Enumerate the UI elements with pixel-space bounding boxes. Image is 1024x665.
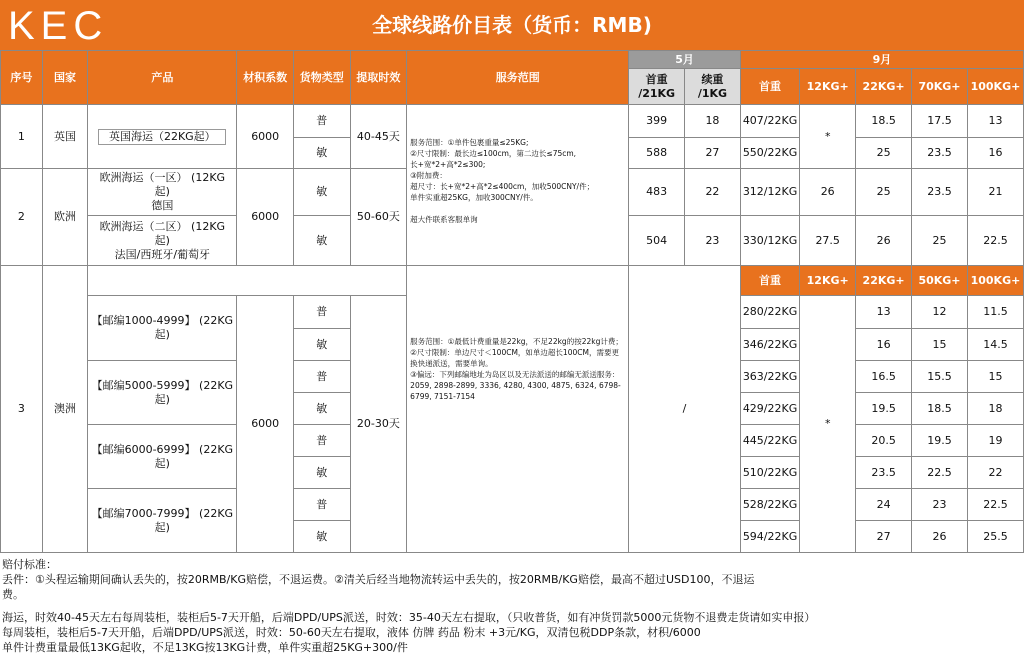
uk-12kg: * [800,105,856,169]
svc-line: ②尺寸限制：最长边≤100cm，第二边长≤75cm, [410,149,577,158]
au-blank-top [88,266,407,296]
svc-line: 长+宽*2+高*2≤300; [410,160,486,169]
eu-country: 欧洲 [42,169,88,266]
col-12kg: 12KG+ [800,69,856,105]
footer-line [2,602,1022,610]
eu-volume: 6000 [237,169,294,266]
footer-line: 赔付标准： [2,558,57,571]
au-50kg: 15 [912,329,968,361]
au-cargo: 普 [294,296,351,329]
uk-70kg-1: 17.5 [912,105,968,138]
au-50kg: 19.5 [912,425,968,457]
col-no: 序号 [1,51,43,105]
uk-product [88,105,237,169]
au-product-1: 【邮编1000-4999】 (22KG起) [88,296,237,361]
eu-cargo-2: 敏 [294,216,351,266]
au-50kg: 22.5 [912,457,968,489]
eu-product-1 [88,169,237,216]
uk-22kg-2: 25 [856,138,912,169]
footer-notes [2,557,1022,655]
au-100kg: 11.5 [967,296,1023,329]
col-may: 5月 [629,51,741,69]
eu-product-1-a: 欧洲海运（一区） (12KG 起) [99,171,226,198]
col-volume: 材积系数 [237,51,294,105]
au-22kg: 24 [856,489,912,521]
eu-22kg-1: 25 [856,169,912,216]
col-cargo: 货物类型 [294,51,351,105]
eu-product-2-b: 法国/西班牙/葡萄牙 [114,247,211,261]
au-no: 3 [1,266,43,553]
footer-line: 海运，时效40-45天左右每周装柜，装柜后5-7天开船，后端DPD/UPS派送，时效：35-40天左右提取，（只收普货，如有冲货罚款5000元货物不退费走货请如实申报） [2,611,816,624]
table-row [1,266,1024,296]
col-service: 服务范围 [407,51,629,105]
kec-logo: KEC [8,4,109,48]
footer-line: 丢件：①头程运输期间确认丢失的，按20RMB/KG赔偿，不退运费。②清关后经当地物流转运中丢失的，按20RMB/KG赔偿，最高不超过USD100，不退运 [2,573,755,586]
uk-may-extra-1: 18 [685,105,741,138]
au-cargo: 敏 [294,457,351,489]
uk-country: 英国 [42,105,88,169]
au-first: 510/22KG [740,457,799,489]
au-cargo: 敏 [294,393,351,425]
au-product-3: 【邮编6000-6999】 (22KG起) [88,425,237,489]
au-50kg: 12 [912,296,968,329]
uk-pickup: 40-45天 [350,105,407,169]
col-country: 国家 [42,51,88,105]
svc-line: 服务范围：①单件包裹重量≤25KG; [410,138,529,147]
au-col-first: 首重 [740,266,799,296]
uk-may-extra-2: 27 [685,138,741,169]
au-100kg: 22 [967,457,1023,489]
au-100kg: 18 [967,393,1023,425]
service-uk-eu [407,105,629,266]
col-product: 产品 [88,51,237,105]
eu-product-1-b: 德国 [151,199,174,212]
au-first: 429/22KG [740,393,799,425]
eu-cargo-1: 敏 [294,169,351,216]
eu-may-first-1: 483 [629,169,685,216]
au-pickup: 20-30天 [350,296,407,553]
au-first: 346/22KG [740,329,799,361]
au-22kg: 13 [856,296,912,329]
au-cargo: 普 [294,361,351,393]
header-bar [0,0,1024,51]
eu-12kg-1: 26 [800,169,856,216]
au-12kg: * [800,296,856,553]
au-col-50kg: 50KG+ [912,266,968,296]
au-100kg: 25.5 [967,521,1023,553]
page-title: 全球线路价目表（货币：RMB) [372,13,652,37]
table-row [1,105,1024,138]
price-table [0,50,1024,553]
footer-line: 单件计费重量最低13KG起收，不足13KG按13KG计费，单件实重超25KG+300/件 [2,641,408,654]
eu-100kg-1: 21 [967,169,1023,216]
svc-line: ③偏远：下列邮编地址为岛区以及无法派送的邮编无派送服务：2059, 2898-2899, 3336, 4280, 4300, 4875, 6324, 6798-6799, 7151-7154 [410,370,621,401]
svc-line: 超大件联系客服单询 [410,215,478,224]
uk-cargo-2: 敏 [294,138,351,169]
svc-line: ②尺寸限制：单边尺寸＜100CM，如单边超长100CM，需要更换快递派送，需要单询。 [410,348,619,368]
uk-first-2: 550/22KG [740,138,799,169]
col-first: 首重 [740,69,799,105]
au-first: 594/22KG [740,521,799,553]
au-may-value: / [629,266,741,553]
uk-may-first-2: 588 [629,138,685,169]
svc-line [410,203,625,214]
uk-product-label: 英国海运（22KG起） [98,129,226,145]
au-first: 363/22KG [740,361,799,393]
au-50kg: 23 [912,489,968,521]
au-22kg: 19.5 [856,393,912,425]
au-22kg: 23.5 [856,457,912,489]
uk-first-1: 407/22KG [740,105,799,138]
au-50kg: 26 [912,521,968,553]
eu-product-2-a: 欧洲海运（二区） (12KG 起) [99,219,226,247]
col-may-extra: 续重 /1KG [685,69,741,105]
au-first: 445/22KG [740,425,799,457]
col-70kg: 70KG+ [912,69,968,105]
uk-no: 1 [1,105,43,169]
uk-volume: 6000 [237,105,294,169]
eu-may-extra-1: 22 [685,169,741,216]
eu-may-extra-2: 23 [685,216,741,266]
au-22kg: 16 [856,329,912,361]
eu-70kg-1: 23.5 [912,169,968,216]
eu-product-2 [88,216,237,266]
uk-cargo-1: 普 [294,105,351,138]
au-22kg: 16.5 [856,361,912,393]
col-100kg: 100KG+ [967,69,1023,105]
au-100kg: 14.5 [967,329,1023,361]
au-100kg: 15 [967,361,1023,393]
footer-line: 费。 [2,588,24,601]
uk-70kg-2: 23.5 [912,138,968,169]
au-cargo: 普 [294,425,351,457]
col-september: 9月 [740,51,1023,69]
col-22kg: 22KG+ [856,69,912,105]
au-100kg: 19 [967,425,1023,457]
service-au [407,266,629,553]
svc-line: 服务范围：①最低计费重量是22kg，不足22kg的按22kg计费； [410,337,623,346]
au-50kg: 15.5 [912,361,968,393]
eu-12kg-2: 27.5 [800,216,856,266]
au-product-4: 【邮编7000-7999】 (22KG 起) [88,489,237,553]
uk-may-first-1: 399 [629,105,685,138]
eu-may-first-2: 504 [629,216,685,266]
au-col-100kg: 100KG+ [967,266,1023,296]
eu-first-1: 312/12KG [740,169,799,216]
eu-first-2: 330/12KG [740,216,799,266]
au-col-12kg: 12KG+ [800,266,856,296]
au-cargo: 敏 [294,521,351,553]
uk-100kg-1: 13 [967,105,1023,138]
au-first: 528/22KG [740,489,799,521]
col-pickup: 提取时效 [350,51,407,105]
au-cargo: 敏 [294,329,351,361]
svc-line: ③附加费： [410,171,447,180]
eu-no: 2 [1,169,43,266]
svc-line: 超尺寸：长+宽*2+高*2≤400cm，加收500CNY/件； [410,182,595,191]
au-cargo: 普 [294,489,351,521]
au-col-22kg: 22KG+ [856,266,912,296]
au-100kg: 22.5 [967,489,1023,521]
eu-22kg-2: 26 [856,216,912,266]
footer-line: 每周装柜，装柜后5-7天开船，后端DPD/UPS派送，时效：50-60天左右提取，液体 仿牌 药品 粉末 +3元/KG，双清包税DDP条款，材积/6000 [2,626,701,639]
au-product-2: 【邮编5000-5999】 (22KG起) [88,361,237,425]
eu-pickup: 50-60天 [350,169,407,266]
au-country: 澳洲 [42,266,88,553]
au-first: 280/22KG [740,296,799,329]
uk-100kg-2: 16 [967,138,1023,169]
col-may-first: 首重 /21KG [629,69,685,105]
eu-100kg-2: 22.5 [967,216,1023,266]
au-50kg: 18.5 [912,393,968,425]
au-volume: 6000 [237,296,294,553]
uk-22kg-1: 18.5 [856,105,912,138]
eu-70kg-2: 25 [912,216,968,266]
svc-line: 单件实重超25KG，加收300CNY/件。 [410,193,538,202]
au-22kg: 27 [856,521,912,553]
au-22kg: 20.5 [856,425,912,457]
